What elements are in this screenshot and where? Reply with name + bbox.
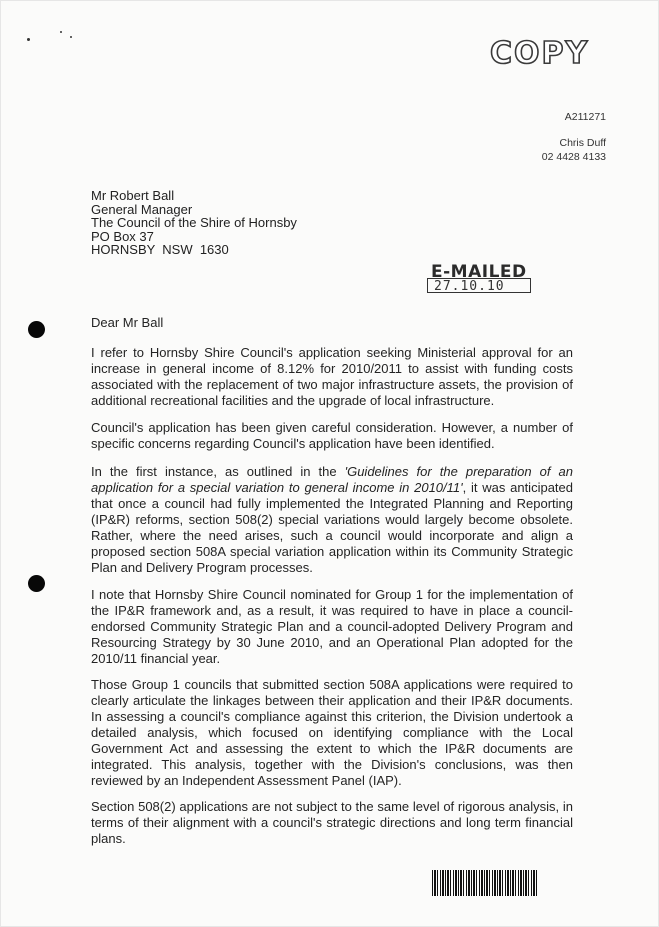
recipient-address [91, 189, 297, 257]
recipient-organisation: The Council of the Shire of Hornsby [91, 215, 297, 231]
contact-phone: 02 4428 4133 [541, 151, 606, 163]
paragraph-5: Those Group 1 councils that submitted section 508A applications were required to clearly articulate the linkages between their application and their IP&R documents. In assessing a council's compliance against this criterion, the Division undertook a detailed analysis, which focused on identifying compliance with the Local Government Act and assessing the extent to which the IP&R documents are integrated. This analysis, together with the Division's conclusions, was then reviewed by an Independent Assessment Panel (IAP). [91, 677, 573, 788]
contact-name: Chris Duff [559, 137, 606, 149]
paragraph-3 [91, 464, 573, 576]
emailed-stamp [425, 262, 537, 296]
paragraph-6: Section 508(2) applications are not subject to the same level of rigorous analysis, in terms of their alignment with a council's strategic directions and long term financial plans. [91, 799, 573, 846]
paragraph-3-intro: In the first instance, as outlined in the [91, 464, 345, 479]
emailed-stamp-label: E-MAILED [431, 262, 527, 282]
scan-speck [70, 36, 72, 38]
recipient-name: Mr Robert Ball [91, 188, 175, 203]
recipient-locality: HORNSBY NSW 1630 [91, 242, 229, 258]
punch-hole-top [28, 321, 45, 338]
reference-number: A211271 [564, 111, 606, 123]
recipient-title: General Manager [91, 201, 193, 217]
paragraph-1: I refer to Hornsby Shire Council's application seeking Ministerial approval for an increase in general income of 8.12% for 2010/2011 to assist with funding costs associated with the replacement of two major infrastructure assets, the provision of additional recreational facilities and the upgrade of local infrastructure. [91, 345, 573, 408]
scan-speck [27, 38, 30, 41]
emailed-stamp-date: 27.10.10 [427, 278, 531, 293]
copy-stamp: COPY [490, 36, 590, 71]
barcode [432, 870, 538, 896]
salutation: Dear Mr Ball [91, 315, 164, 330]
punch-hole-bottom [28, 575, 45, 592]
paragraph-4: I note that Hornsby Shire Council nominated for Group 1 for the implementation of the IP&R framework and, as a result, it was required to have in place a council-endorsed Community Strategic Plan and a council-adopted Delivery Program and Resourcing Strategy by 30 June 2010, and an Operational Plan adopted for the 2010/11 financial year. [91, 587, 573, 666]
scan-speck [60, 31, 62, 33]
paragraph-2: Council's application has been given careful consideration. However, a number of specific concerns regarding Council's application have been identified. [91, 420, 573, 451]
paragraph-3-rest: , it was anticipated that once a council had fully implemented the Integrated Planning and Reporting (IP&R) reforms, section 508(2) special variations would largely become obsolete. Rather, where the need arises, such a council would incorporate and align a proposed section 508A special variation application within its Community Strategic Plan and Delivery Program processes. [91, 480, 573, 575]
guidelines-title: 'Guidelines for the preparation of an application for a special variation to general income in 2010/11' [91, 464, 573, 495]
recipient-po-box: PO Box 37 [91, 228, 154, 244]
